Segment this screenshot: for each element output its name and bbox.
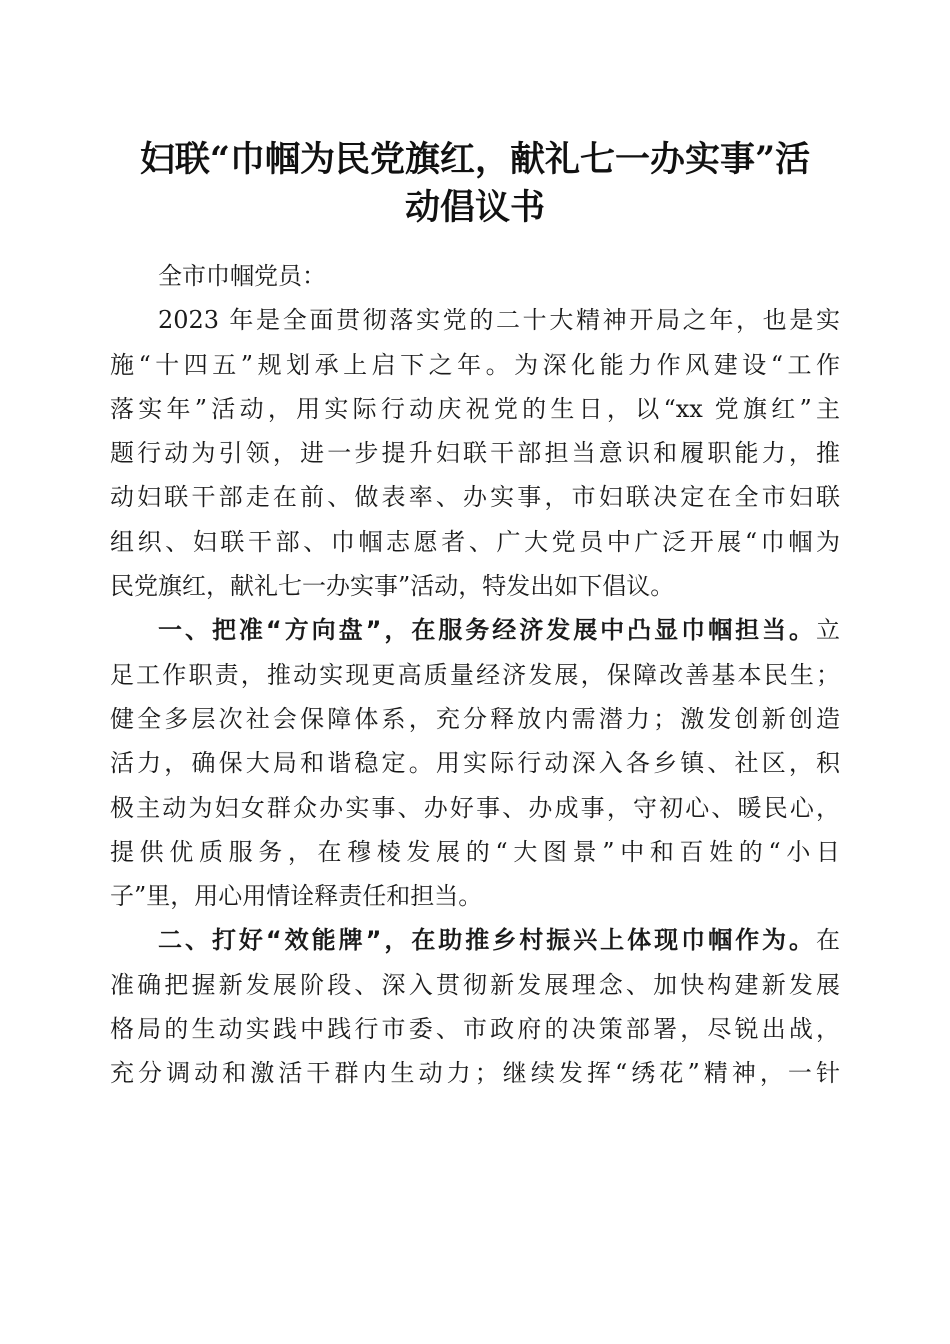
section-1-first-line: [110, 608, 840, 652]
salutation: 全市巾帼党员：: [158, 262, 326, 290]
section-2-line: 格局的生动实践中践行市委、市政府的决策部署，尽锐出战，: [110, 1015, 840, 1044]
section-2-line: 准确把握新发展阶段、深入贯彻新发展理念、加快构建新发展: [110, 970, 840, 999]
section-1-line: 活力，确保大局和谐稳定。用实际行动深入各乡镇、社区，积: [110, 749, 840, 778]
section-2-first-line: [110, 918, 840, 962]
section-2-first-line-rest: 在: [816, 926, 840, 955]
intro-line: 施“十四五”规划承上启下之年。为深化能力作风建设“工作: [110, 350, 840, 379]
intro-line: 题行动为引领，进一步提升妇联干部担当意识和履职能力，推: [110, 439, 840, 468]
section-1-heading: 一、把准“方向盘”，在服务经济发展中凸显巾帼担当。: [158, 616, 816, 645]
intro-line: 动妇联干部走在前、做表率、办实事，市妇联决定在全市妇联: [110, 483, 840, 512]
section-1-line: 极主动为妇女群众办实事、办好事、办成事，守初心、暖民心，: [110, 793, 840, 822]
section-1-line: 提供优质服务，在穆棱发展的“大图景”中和百姓的“小日: [110, 837, 840, 866]
document-body: [110, 254, 840, 1096]
document-title: [110, 136, 840, 232]
section-1-line: 足工作职责，推动实现更高质量经济发展，保障改善基本民生；: [110, 660, 840, 689]
intro-line: 落实年”活动，用实际行动庆祝党的生日，以“xx 党旗红”主: [110, 394, 840, 423]
title-line-2: 动倡议书: [404, 187, 545, 228]
section-1-line: 子”里，用心用情诠释责任和担当。: [110, 882, 483, 911]
intro-line: 民党旗红，献礼七一办实事”活动，特发出如下倡议。: [110, 572, 675, 601]
section-2-heading: 二、打好“效能牌”，在助推乡村振兴上体现巾帼作为。: [158, 926, 816, 955]
section-2-line: 充分调动和激活干群内生动力；继续发挥“绣花”精神，一针: [110, 1059, 840, 1088]
intro-line: 组织、妇联干部、巾帼志愿者、广大党员中广泛开展“巾帼为: [110, 527, 840, 556]
title-line-1: 妇联“巾帼为民党旗红，献礼七一办实事”活: [139, 139, 811, 180]
intro-line: 2023 年是全面贯彻落实党的二十大精神开局之年，也是实: [158, 306, 840, 335]
section-1-line: 健全多层次社会保障体系，充分释放内需潜力；激发创新创造: [110, 704, 840, 733]
section-1-first-line-rest: 立: [816, 616, 840, 645]
